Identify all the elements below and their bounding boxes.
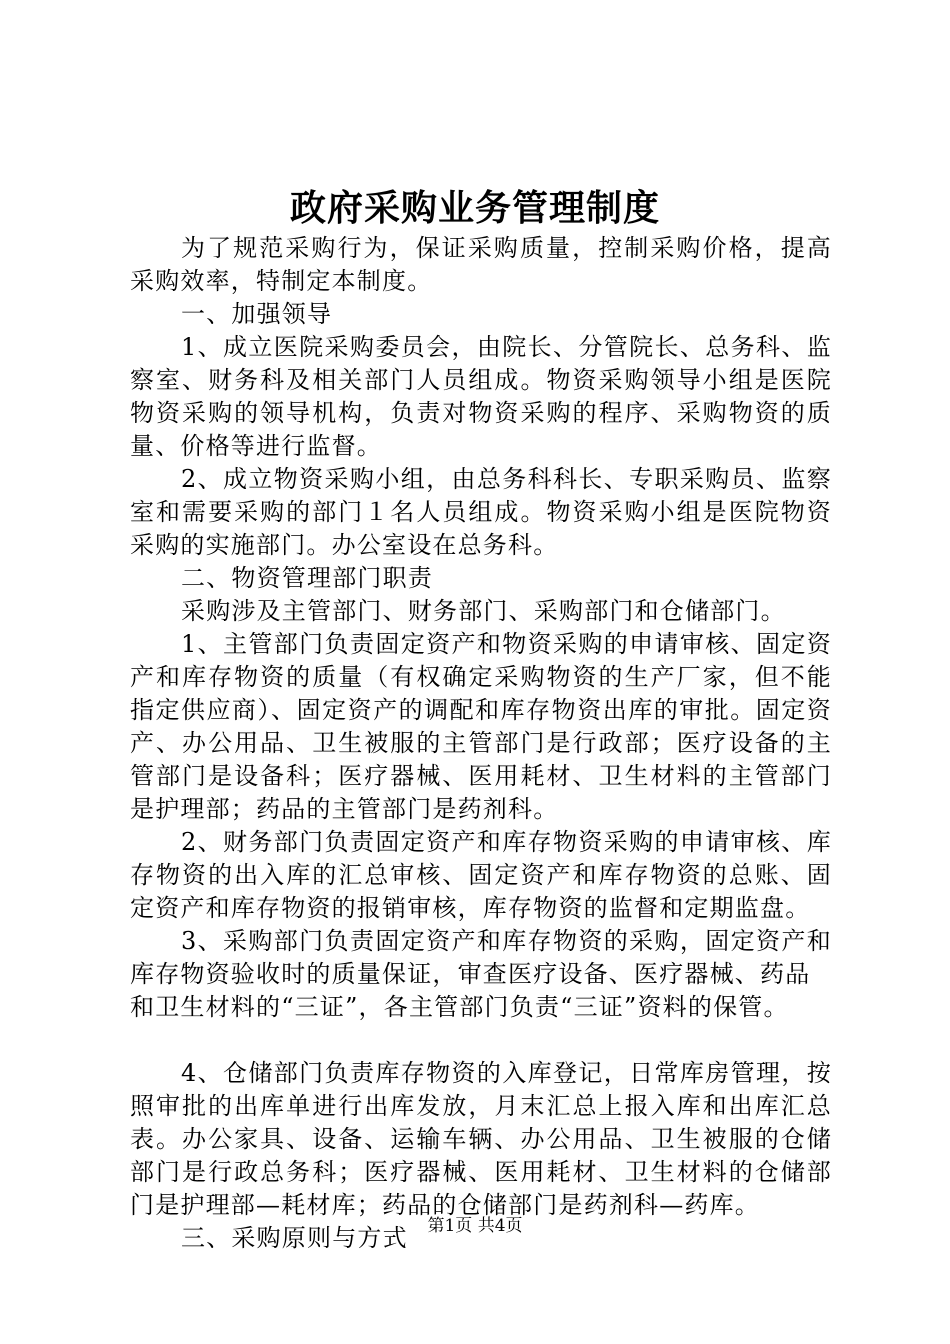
- page-footer: 第1页 共4页: [427, 1216, 523, 1236]
- paragraph-1-2: 2、成立物资采购小组，由总务科科长、专职采购员、监察室和需要采购的部门１名人员组成。物资采购小组是医院物资采购的实施部门。办公室设在总务科。: [130, 465, 832, 559]
- paragraph-2-3-continued: 和卫生材料的“三证”，各主管部门负责“三证”资料的保管。: [130, 993, 789, 1021]
- section-heading-1: 一、加强领导: [181, 300, 333, 328]
- paragraph-2-intro: 采购涉及主管部门、财务部门、采购部门和仓储部门。: [181, 597, 786, 625]
- document-body: [130, 232, 832, 1255]
- paragraph-2-3: 3、采购部门负责固定资产和库存物资的采购，固定资产和库存物资验收时的质量保证，审查医疗设备、医疗器械、药品: [130, 927, 832, 988]
- section-heading-2: 二、物资管理部门职责: [181, 564, 433, 592]
- paragraph-2-4: 4、仓储部门负责库存物资的入库登记，日常库房管理，按照审批的出库单进行出库发放，月末汇总上报入库和出库汇总表。办公家具、设备、运输车辆、办公用品、卫生被服的仓储部门是行政总务科；医疗器械、医用耗材、卫生材料的仓储部门是护理部—耗材库；药品的仓储部门是药剂科—药库。: [130, 1059, 832, 1219]
- intro-paragraph: 为了规范采购行为，保证采购质量，控制采购价格，提高采购效率，特制定本制度。: [130, 234, 832, 295]
- paragraph-2-1: 1、主管部门负责固定资产和物资采购的申请审核、固定资产和库存物资的质量（有权确定采购物资的生产厂家，但不能指定供应商）、固定资产的调配和库存物资出库的审批。固定资产、办公用品、卫生被服的主管部门是行政部；医疗设备的主管部门是设备科；医疗器械、医用耗材、卫生材料的主管部门是护理部；药品的主管部门是药剂科。: [130, 630, 832, 823]
- paragraph-2-2: 2、财务部门负责固定资产和库存物资采购的申请审核、库存物资的出入库的汇总审核、固定资产和库存物资的总账、固定资产和库存物资的报销审核，库存物资的监督和定期监盘。: [130, 828, 832, 922]
- section-heading-3: 三、采购原则与方式: [181, 1224, 408, 1252]
- paragraph-1-1: 1、成立医院采购委员会，由院长、分管院长、总务科、监察室、财务科及相关部门人员组成。物资采购领导小组是医院物资采购的领导机构，负责对物资采购的程序、采购物资的质量、价格等进行监督。: [130, 333, 832, 460]
- document-title: 政府采购业务管理制度: [289, 187, 660, 229]
